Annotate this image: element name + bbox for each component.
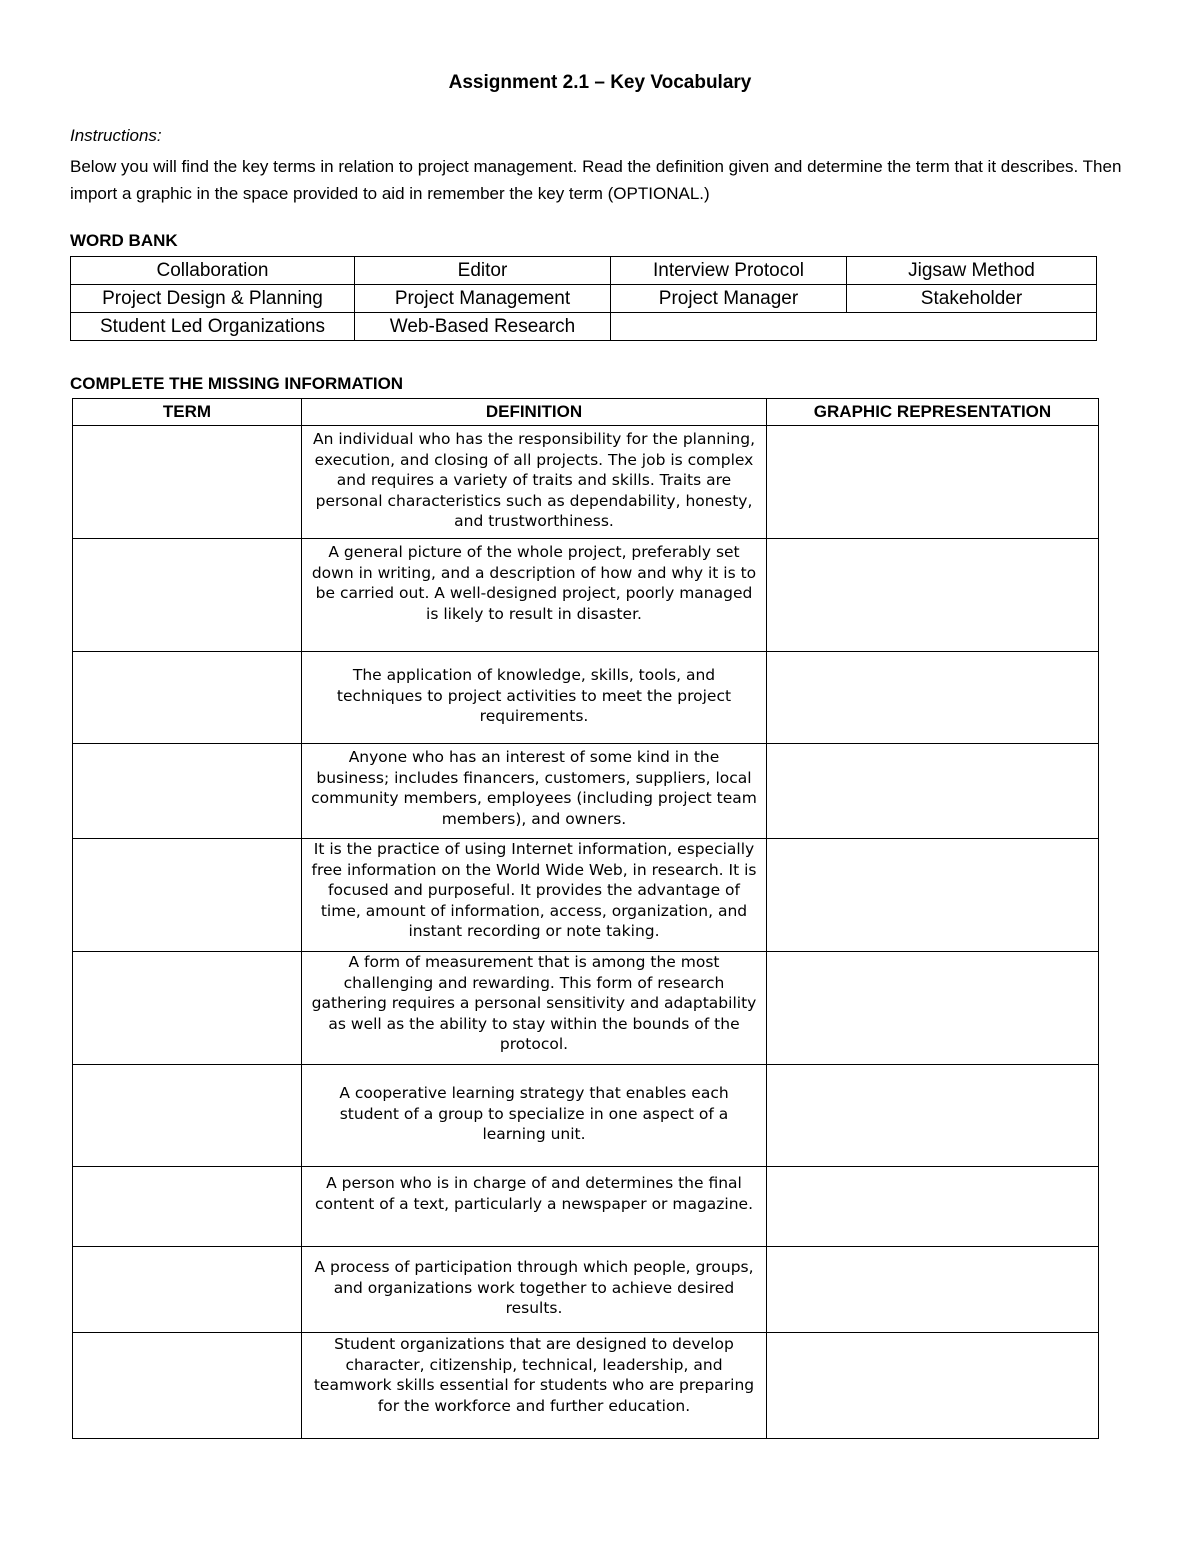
word-bank-term: Interview Protocol bbox=[611, 257, 847, 285]
graphic-column-header: GRAPHIC REPRESENTATION bbox=[767, 399, 1099, 426]
word-bank-row bbox=[71, 257, 1097, 285]
word-bank-term: Project Management bbox=[355, 285, 611, 313]
instructions-text: Below you will find the key terms in relation to project management. Read the definition given and determine the term that it describes. Then import a graphic in the space provided to aid in remember the key term (OPTIONAL.) bbox=[70, 157, 1122, 203]
graphic-cell[interactable] bbox=[767, 1167, 1099, 1247]
graphic-cell[interactable] bbox=[767, 426, 1099, 539]
word-bank-term: Project Manager bbox=[611, 285, 847, 313]
definition-text: Anyone who has an interest of some kind in the business; includes financers, customers, suppliers, local community members, employees (including project team members), and owners. bbox=[311, 748, 757, 828]
definition-text: A person who is in charge of and determines the final content of a text, particularly a newspaper or magazine. bbox=[314, 1174, 754, 1213]
word-bank-term: Web-Based Research bbox=[355, 313, 611, 341]
graphic-cell[interactable] bbox=[767, 952, 1099, 1065]
term-answer-cell[interactable] bbox=[73, 652, 302, 744]
term-answer-cell[interactable] bbox=[73, 1167, 302, 1247]
vocab-row bbox=[73, 652, 1099, 744]
vocab-table bbox=[72, 398, 1099, 1439]
definition-column-header: DEFINITION bbox=[302, 399, 767, 426]
graphic-cell[interactable] bbox=[767, 1065, 1099, 1167]
term-answer-cell[interactable] bbox=[73, 1333, 302, 1439]
vocab-row bbox=[73, 1333, 1099, 1439]
vocab-row bbox=[73, 952, 1099, 1065]
definition-text: Student organizations that are designed to develop character, citizenship, technical, leadership, and teamwork skills essential for students who are preparing for the workforce and further education. bbox=[313, 1335, 755, 1415]
word-bank-empty-cell bbox=[611, 313, 1097, 341]
definition-text: A process of participation through which people, groups, and organizations work together to achieve desired results. bbox=[314, 1258, 754, 1318]
vocab-row bbox=[73, 426, 1099, 539]
word-bank-term: Collaboration bbox=[71, 257, 355, 285]
definition-text: A cooperative learning strategy that enables each student of a group to specialize in one aspect of a learning unit. bbox=[339, 1084, 729, 1144]
term-answer-cell[interactable] bbox=[73, 1065, 302, 1167]
word-bank-term: Student Led Organizations bbox=[71, 313, 355, 341]
definition-text: A general picture of the whole project, preferably set down in writing, and a description of how and why it is to be carried out. A well-designed project, poorly managed is likely to result in disaster. bbox=[311, 543, 757, 623]
vocab-row bbox=[73, 1065, 1099, 1167]
graphic-cell[interactable] bbox=[767, 744, 1099, 839]
vocab-row bbox=[73, 744, 1099, 839]
vocab-row bbox=[73, 1167, 1099, 1247]
word-bank-table bbox=[70, 256, 1097, 341]
definition-text: It is the practice of using Internet information, especially free information on the World Wide Web, in research. It is focused and purposeful. It provides the advantage of time, amount of information, access, organization, and instant recording or note taking. bbox=[311, 840, 757, 941]
missing-info-heading: COMPLETE THE MISSING INFORMATION bbox=[70, 374, 404, 393]
vocab-row bbox=[73, 839, 1099, 952]
definition-text: The application of knowledge, skills, tools, and techniques to project activities to meet the project requirements. bbox=[336, 666, 732, 726]
definition-text: A form of measurement that is among the most challenging and rewarding. This form of research gathering requires a personal sensitivity and adaptability as well as the ability to stay within the bounds of the protocol. bbox=[311, 953, 757, 1054]
definition-text: An individual who has the responsibility for the planning, execution, and closing of all projects. The job is complex and requires a variety of traits and skills. Traits are personal characteristics such as dependability, honesty, and trustworthiness. bbox=[313, 430, 755, 531]
graphic-cell[interactable] bbox=[767, 1247, 1099, 1333]
word-bank-heading: WORD BANK bbox=[70, 231, 178, 250]
vocab-header-row bbox=[73, 399, 1099, 426]
vocab-row bbox=[73, 539, 1099, 652]
word-bank-row bbox=[71, 285, 1097, 313]
page-title: Assignment 2.1 – Key Vocabulary bbox=[448, 72, 752, 93]
word-bank-term: Stakeholder bbox=[847, 285, 1097, 313]
graphic-cell[interactable] bbox=[767, 1333, 1099, 1439]
instructions-label: Instructions: bbox=[70, 126, 162, 145]
term-answer-cell[interactable] bbox=[73, 1247, 302, 1333]
graphic-cell[interactable] bbox=[767, 652, 1099, 744]
word-bank-row bbox=[71, 313, 1097, 341]
term-answer-cell[interactable] bbox=[73, 744, 302, 839]
term-column-header: TERM bbox=[73, 399, 302, 426]
term-answer-cell[interactable] bbox=[73, 426, 302, 539]
term-answer-cell[interactable] bbox=[73, 539, 302, 652]
term-answer-cell[interactable] bbox=[73, 839, 302, 952]
graphic-cell[interactable] bbox=[767, 839, 1099, 952]
graphic-cell[interactable] bbox=[767, 539, 1099, 652]
vocab-row bbox=[73, 1247, 1099, 1333]
term-answer-cell[interactable] bbox=[73, 952, 302, 1065]
word-bank-term: Jigsaw Method bbox=[847, 257, 1097, 285]
word-bank-term: Editor bbox=[355, 257, 611, 285]
word-bank-term: Project Design & Planning bbox=[71, 285, 355, 313]
